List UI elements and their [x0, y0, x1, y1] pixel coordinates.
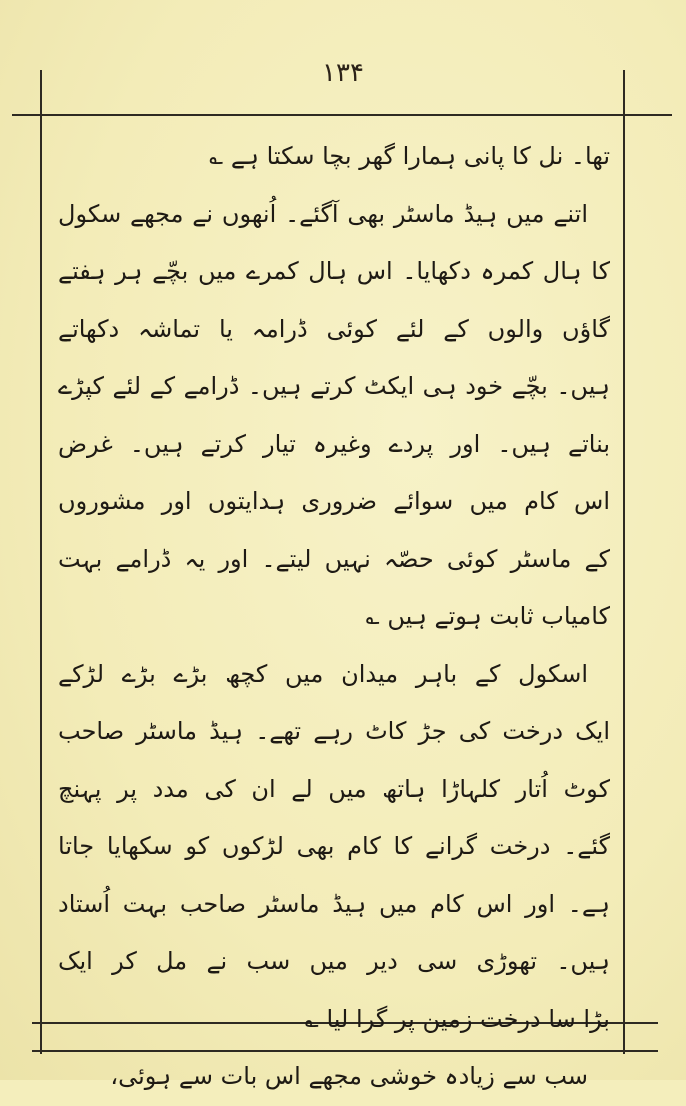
text-line: اتنے میں ہیڈ ماسٹر بھی آگئے۔ اُنھوں نے مجھے سکول: [58, 199, 588, 228]
text-line: کا ہال کمرہ دکھایا۔ اس ہال کمرے میں بچّے ہر ہفتے: [58, 257, 610, 285]
text-line: بناتے ہیں۔ اور پردے وغیرہ تیار کرتے ہیں۔ غرض: [58, 429, 610, 458]
right-border-rule: [623, 70, 625, 1054]
text-line: کامیاب ثابت ہوتے ہیں ؎: [365, 602, 610, 630]
text-line: گئے۔ درخت گرانے کا کام بھی لڑکوں کو سکھایا جاتا: [58, 832, 610, 860]
text-line: کے ماسٹر کوئی حصّہ نہیں لیتے۔ اور یہ ڈرامے بہت: [58, 544, 610, 573]
text-line: اس کام میں سوائے ضروری ہدایتوں اور مشوروں: [58, 487, 610, 515]
text-line: ہیں۔ تھوڑی سی دیر میں سب نے مل کر ایک: [58, 947, 610, 975]
text-line: ہے۔ اور اس کام میں ہیڈ ماسٹر صاحب بہت اُستاد: [58, 889, 610, 918]
text-line: ہیں۔ بچّے خود ہی ایکٹ کرتے ہیں۔ ڈرامے کے لئے کپڑے: [58, 372, 610, 400]
left-border-rule: [40, 70, 42, 1054]
text-line: ایک درخت کی جڑ کاٹ رہے تھے۔ ہیڈ ماسٹر صاحب: [58, 717, 610, 745]
page-number: ۱۳۴: [322, 58, 364, 88]
body-text: [58, 128, 610, 1090]
text-line: گاؤں والوں کے لئے کوئی ڈرامہ یا تماشہ دکھاتے: [58, 314, 610, 343]
top-rule: [12, 114, 672, 116]
text-line: کوٹ اُتار کلہاڑا ہاتھ میں لے ان کی مدد پر پہنچ: [58, 774, 610, 803]
text-line: سب سے زیادہ خوشی مجھے اس بات سے ہوئی،: [110, 1062, 588, 1090]
text-line: اسکول کے باہر میدان میں کچھ بڑے بڑے لڑکے: [58, 659, 588, 688]
text-line: تھا۔ نل کا پانی ہمارا گھر بچا سکتا ہے ؎: [209, 142, 610, 170]
text-line: بڑا سا درخت زمین پر گرا لیا ؎: [304, 1004, 610, 1033]
